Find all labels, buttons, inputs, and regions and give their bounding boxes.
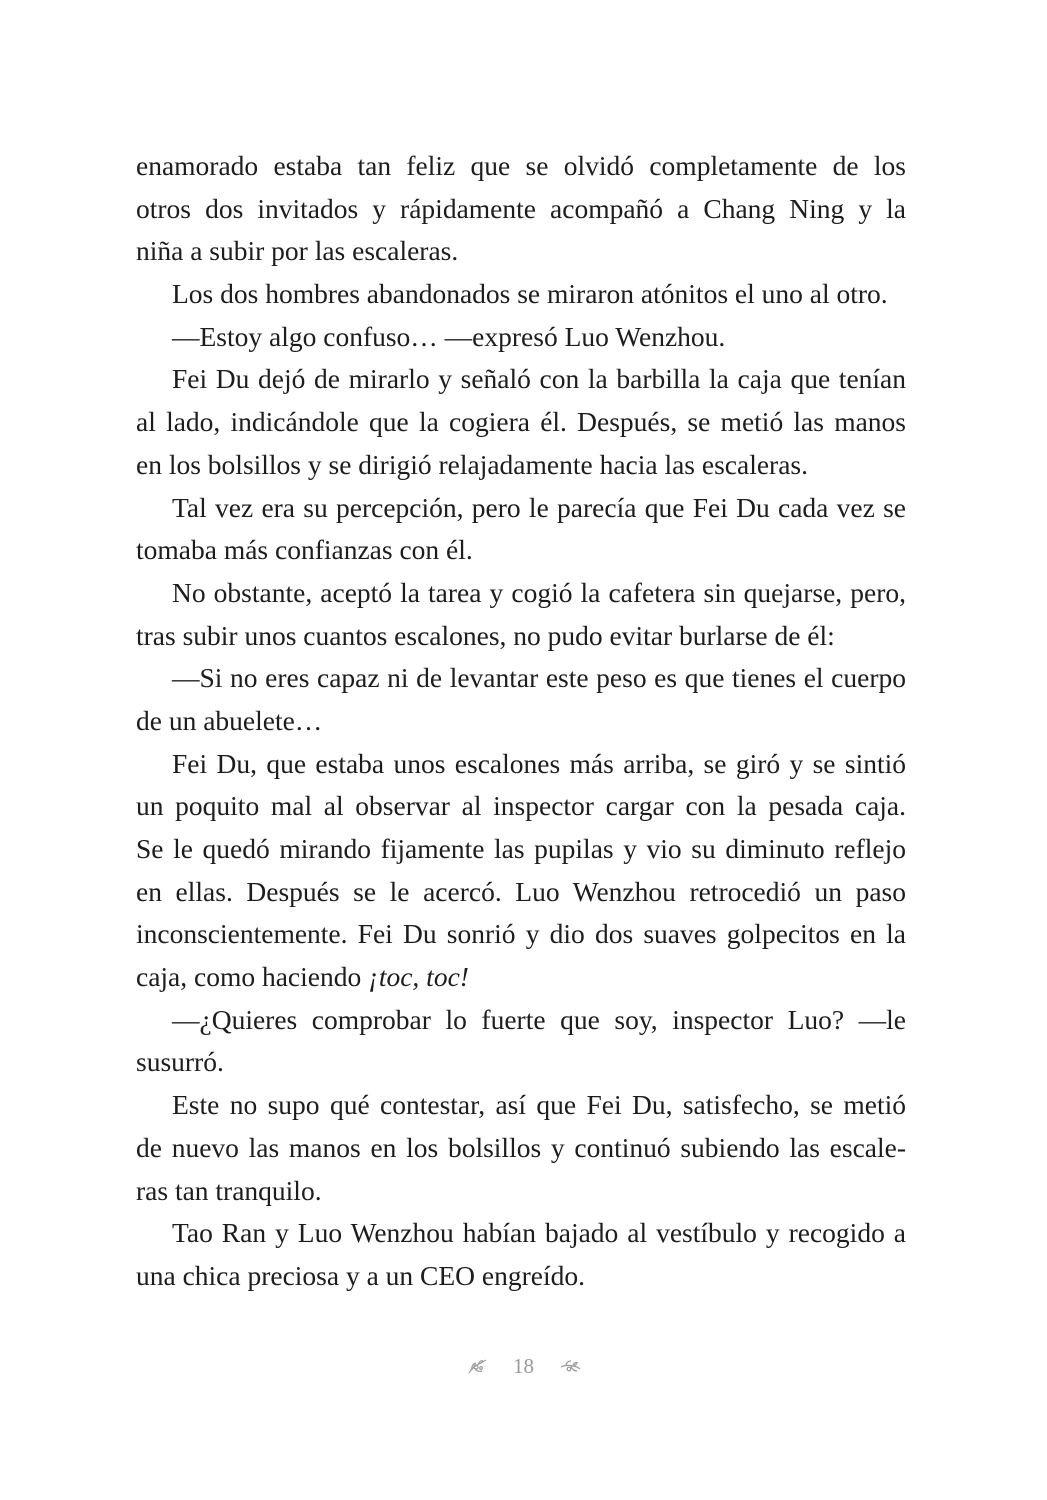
line-text: en los bolsillos y se dirigió relajadamente hacia las escaleras. bbox=[136, 448, 808, 480]
text-line bbox=[136, 572, 906, 615]
page-number: 18 bbox=[513, 1353, 534, 1378]
paragraph bbox=[136, 999, 906, 1084]
text-line bbox=[136, 444, 906, 487]
line-text: tomaba más confianzas con él. bbox=[136, 534, 473, 566]
text-line bbox=[136, 273, 906, 316]
paragraph bbox=[136, 316, 906, 359]
line-text: Fei Du, que estaba unos escalones más arriba, se giró y se sintió bbox=[172, 747, 906, 779]
text-line bbox=[136, 1041, 906, 1084]
line-text: otros dos invitados y rápidamente acompañó a Chang Ning y la bbox=[136, 192, 906, 224]
text-line bbox=[136, 956, 906, 999]
line-text: —Estoy algo confuso… —expresó Luo Wenzhou. bbox=[172, 320, 726, 352]
text-line bbox=[136, 358, 906, 401]
text-line bbox=[136, 999, 906, 1042]
paragraph bbox=[136, 572, 906, 657]
text-line bbox=[136, 828, 906, 871]
book-page bbox=[136, 145, 906, 1298]
text-line bbox=[136, 700, 906, 743]
line-text: ras tan tranquilo. bbox=[136, 1174, 322, 1206]
line-text: caja, como haciendo bbox=[136, 961, 369, 993]
floral-ornament-icon bbox=[466, 1357, 488, 1375]
line-text: en ellas. Después se le acercó. Luo Wenzhou retrocedió un paso bbox=[136, 875, 906, 907]
line-text: de un abuelete… bbox=[136, 704, 323, 736]
line-text: Se le quedó mirando fijamente las pupilas y vio su diminuto reflejo bbox=[136, 833, 906, 864]
paragraph bbox=[136, 487, 906, 572]
page-footer bbox=[0, 1352, 1047, 1379]
line-text: susurró. bbox=[136, 1046, 224, 1078]
line-text: Tao Ran y Luo Wenzhou habían bajado al vestíbulo y recogido a bbox=[172, 1217, 906, 1249]
text-line bbox=[136, 230, 906, 273]
text-line bbox=[136, 785, 906, 828]
line-text: niña a subir por las escaleras. bbox=[136, 235, 459, 267]
line-text: un poquito mal al observar al inspector cargar con la pesada caja. bbox=[136, 790, 906, 822]
text-line bbox=[136, 316, 906, 359]
text-line bbox=[136, 1212, 906, 1255]
italic-onomatopoeia: ¡toc, toc! bbox=[368, 961, 469, 993]
line-text: tras subir unos cuantos escalones, no pudo evitar burlarse de él: bbox=[136, 619, 835, 651]
line-text: —¿Quieres comprobar lo fuerte que soy, inspector Luo? —le bbox=[172, 1003, 906, 1035]
body-text bbox=[136, 145, 906, 1298]
text-line bbox=[136, 529, 906, 572]
text-line bbox=[136, 615, 906, 658]
line-text: inconscientemente. Fei Du sonrió y dio dos suaves golpecitos en la bbox=[136, 918, 906, 950]
text-line bbox=[136, 1255, 906, 1298]
line-text: No obstante, aceptó la tarea y cogió la cafetera sin quejarse, pero, bbox=[172, 576, 906, 608]
paragraph bbox=[136, 657, 906, 742]
paragraph bbox=[136, 1084, 906, 1212]
line-text: Tal vez era su percepción, pero le parecía que Fei Du cada vez se bbox=[172, 491, 906, 523]
paragraph bbox=[136, 743, 906, 999]
line-text: Fei Du dejó de mirarlo y señaló con la barbilla la caja que tenían bbox=[172, 363, 906, 395]
floral-ornament-icon bbox=[559, 1357, 581, 1375]
text-line bbox=[136, 487, 906, 530]
text-line bbox=[136, 913, 906, 956]
line-text: —Si no eres capaz ni de levantar este peso es que tienes el cuerpo bbox=[172, 662, 906, 694]
text-line bbox=[136, 401, 906, 444]
paragraph bbox=[136, 273, 906, 316]
line-text: enamorado estaba tan feliz que se olvidó completamente de los bbox=[136, 150, 906, 181]
text-line bbox=[136, 145, 906, 188]
text-line bbox=[136, 657, 906, 700]
paragraph bbox=[136, 358, 906, 486]
paragraph bbox=[136, 145, 906, 273]
text-line bbox=[136, 871, 906, 914]
line-text: una chica preciosa y a un CEO engreído. bbox=[136, 1259, 585, 1291]
text-line bbox=[136, 1170, 906, 1213]
line-text: Los dos hombres abandonados se miraron atónitos el uno al otro. bbox=[172, 278, 888, 310]
text-line bbox=[136, 188, 906, 231]
text-line bbox=[136, 743, 906, 786]
line-text: Este no supo qué contestar, así que Fei Du, satisfecho, se metió bbox=[172, 1089, 906, 1121]
text-line bbox=[136, 1127, 906, 1170]
line-text: al lado, indicándole que la cogiera él. Después, se metió las manos bbox=[136, 406, 906, 438]
paragraph bbox=[136, 1212, 906, 1297]
line-text: de nuevo las manos en los bolsillos y continuó subiendo las escale- bbox=[136, 1131, 906, 1163]
text-line bbox=[136, 1084, 906, 1127]
